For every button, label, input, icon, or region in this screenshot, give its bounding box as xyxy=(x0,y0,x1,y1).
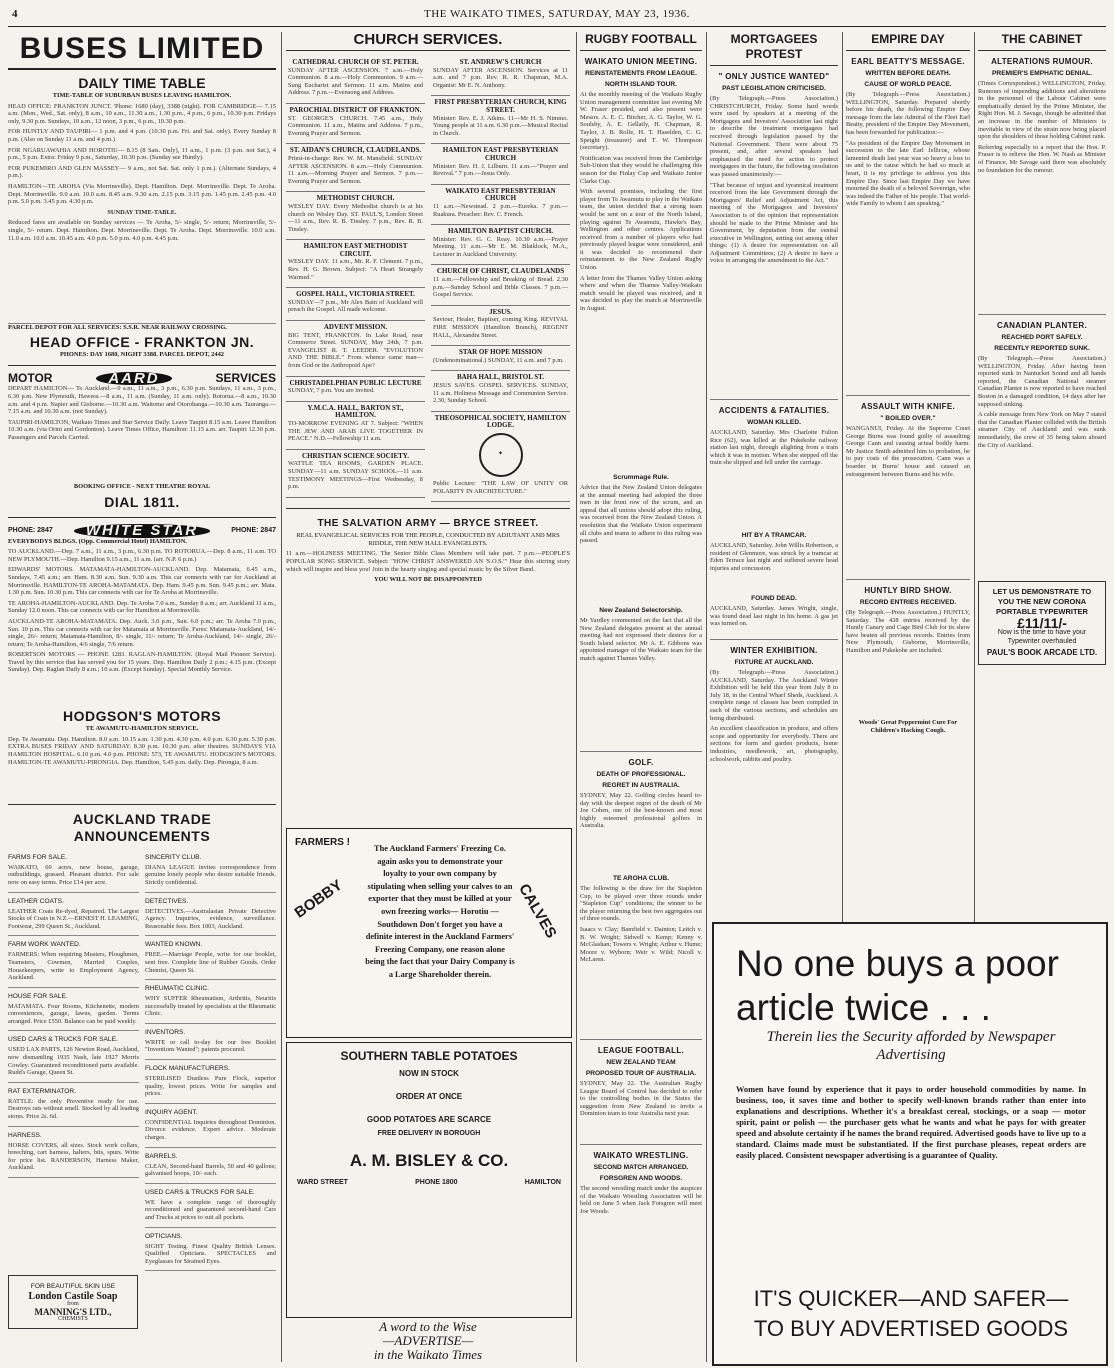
league-team: NEW ZEALAND TEAM xyxy=(606,1059,676,1066)
column-rule xyxy=(706,32,707,1362)
salvation-close: YOU WILL NOT BE DISAPPOINTED xyxy=(373,576,483,584)
white-star-phone-left: PHONE: 2847 xyxy=(8,526,53,534)
classified-ad: INVENTORS. WRITE or call to-day for our free Booklet "Inventions Wanted"; patents procured. xyxy=(145,1024,276,1060)
church-listing: CHURCH OF CHRIST, CLAUDELANDS 11 a.m.—Fellowship and Breaking of Bread. 2.30 p.m.—Sunday School and Bible Classes. 7 p.m.—Gospel Service. xyxy=(431,265,570,305)
ad-closing: IT'S QUICKER—AND SAFER— TO BUY ADVERTISED GOODS xyxy=(753,1286,1069,1341)
buses-subtitle: DAILY TIME TABLE xyxy=(78,75,206,91)
winter-body: (By Telegraph.—Press Association.) AUCKLAND, Saturday. The Auckland Winter Exhibition will be held this year from July 8 to July 18, in the Central Wharf Sheds, Auckland. A complete range of classes has been compiled in each of the various sections, and schedules are being distributed. An excellent classification in produce, and offers scope and opportunity for everybody. There are sections for farm and garden products, home industries, needlework, art, photography, schoolwork, rabbits and poultry. xyxy=(710,669,838,763)
accidents-body: AUCKLAND, Saturday. Mrs Charlotte Fulton Rice (62), was killed at the Pukekohe railway station last night, through alighting from a train which it was in motion. When she stepped off the train she slipped and fell under the carriage. xyxy=(710,429,838,467)
rugby-column xyxy=(580,32,702,1362)
typewriter-own: Now is the time to have your Typewriter overhauled xyxy=(997,628,1087,645)
accidents-found: FOUND DEAD. xyxy=(751,595,797,602)
planter-port: REACHED PORT SAFELY. xyxy=(1001,334,1083,341)
manning-soap: London Castile Soap xyxy=(28,1291,118,1303)
classified-ad: LEATHER COATS. LEATHER Coats Re-dyed, Repaired. The Largest Stocks of Coats in N.Z.—ERNEST H. LEAMING, Footwear, 299 Queen St., Auckland. xyxy=(8,893,139,937)
typewriter-price: £11/11/- xyxy=(1017,615,1067,631)
buses-intro: TIME-TABLE OF SUBURBAN BUSES LEAVING HAMILTON. xyxy=(52,92,232,99)
church-listing: CATHEDRAL CHURCH OF ST. PETER. SUNDAY AFTER ASCENSION. 7 a.m.—Holy Communion. 8 a.m.—Holy Communion. 9 a.m.—Sung Eucharist and Sermon. 11 a.m. Matins and Address. 7 p.m.—Evensong and Address. xyxy=(286,56,425,104)
bus-timetable: HEAD OFFICE: FRANKTON JUNCT. 'Phone: 1680 (day), 3388 (night). FOR CAMBRIDGE— 7.15 a.m. (Mon., Wed., Sat. only), 8 a.m., 10 a.m., 11.30 a.m., 1.30 p.m., 4 p.m., 6 p.m., 10.30 p.m. Fridays only, 9.30 p.m. Sundays, 10 a.m., 12 noon, 3 p.m., 6 p.m., 10.30 p.m. FOR HUNTLY AND TAUPIRI— 1 p.m. and 4 p.m. (10.30 p.m. Fri. and Sat. only). Every Sunday 8 p.m. (Also on Sunday 11 a.m. and 4 p.m.) FOR NGARUAWAHIA AND HOROTIU— 8.15 (8 Sats. Only), 11 a.m., 1 p.m. (3 p.m. not Sat.), 4 p.m., 5 p.m. Extra: Friday 9 p.m., Saturday, 10.30 p.m. (Sunday see Huntly). FOR PUKEMIRO AND GLEN MASSEY— 9 a.m., not Sat. Sat. only 1 p.m.). (Alternate Sundays, 4 p.m.). HAMILTON—TE AROHA (Via Morrinsville). Dept. Hamilton. Dept. Morrinsville. Dept. Te Aroha. Dept. Morrinsville. 9.0 a.m. 10.0 a.m. 8.45 a.m. 9.30 a.m. 2.15 p.m. 3.15 p.m. 1.45 p.m. 2.45 p.m. 4.0 p.m. 5.0 p.m. 3.45 p.m. 4.30 p.m. SUNDAY TIME-TABLE. Reduced fares are available on Sunday services — Te Aroha, 5/- single, 5/- return; Morrinsville, 5/- single, 5/- return. Dept. Hamilton. Dept. Morrinsville. Dept. Te Aroha. Dept. Morrinsville. 10.0 a.m. 11.0 a.m. 10.0 a.m. 10.45 a.m. 4.0 p.m. 5.0 p.m. 4.0 p.m. 4.45 p.m. xyxy=(8,103,276,324)
mortgagees-title: MORTGAGEES PROTEST xyxy=(710,32,838,66)
hodgson-timetable: Dep. Te Awamutu. Dep. Hamilton. 8.0 a.m. 10.15 a.m. 1.30 p.m. 4.30 p.m. 4.0 p.m. 6.30 p.m. 5.30 p.m. EXTRA BUSES FRIDAY AND SATURDAY. 8.30 p.m. 10.30 p.m. after theatres. SUNDAYS VIA HAMILTON HOSPITAL. 6.10 p.m. 4.0 p.m. PHONE: 573, TE AWAMUTU. HODGSON'S MOTORS. HAMILTON-TE AWAMUTU-PIRONGIA. Dep. Hamilton, 5.45 p.m. daily. Dep. Pirongia, 8 a.m. xyxy=(8,735,276,766)
church-listing: BAHA HALL, BRISTOL ST. JESUS SAVES. GOSPEL SERVICES. SUNDAY, 11 a.m. Holiness Message and Communion Service. 2.30, Sunday School. xyxy=(431,371,570,411)
potatoes-footer xyxy=(287,1171,571,1186)
wise-line-2: —ADVERTISE— xyxy=(382,1333,474,1348)
church-title: CHURCH SERVICES. xyxy=(286,32,570,51)
golf-body: SYDNEY, May 22. Golfing circles heard to-day with the deepest regret of the death of Mr Joe Cohen, one of the best-known and most highly esteemed professional golfers in Australia. xyxy=(580,792,702,830)
accidents-title: ACCIDENTS & FATALITIES. xyxy=(718,406,830,415)
hodgson-sub: TE AWAMUTU-HAMILTON SERVICE. xyxy=(85,725,199,733)
classified-ad: OPTICIANS. SIGHT Testing. Finest Quality British Lenses. Qualified Opticians. SPECTACLES and Eyeglasses for Strained Eyes. xyxy=(145,1228,276,1272)
accidents-tramcar: HIT BY A TRAMCAR. xyxy=(741,532,807,539)
potatoes-stock: NOW IN STOCK xyxy=(399,1069,459,1078)
empire-beatty: EARL BEATTY'S MESSAGE. xyxy=(851,57,965,66)
white-star-phone-right: PHONE: 2847 xyxy=(231,526,276,534)
planter-body: (By Telegraph.—Press Association.) WELLINGTON, Friday. After having been reported sunk in Nantucket Sound and all hands reported, the Canadian National steamer Canadian Planter is now reported to have reached Boston in a damaged condition, 14 days after her supposed sinking. A cable message from New York on May 7 stated that the Canadian Planter collided with the British steamer City of Auckland and was sunk immediately, the crew of 35 being taken aboard the City of Auckland. xyxy=(978,355,1106,449)
scrum-body: Advice that the New Zealand Union delegates at the annual meeting had adopted the three men in the front row of the scrum, and an appeal that all unions should adopt this ruling, was received from the New Zealand Union. A resolution that the Waikato Union experiment all clubs and teams to adhere to this ruling was passed. xyxy=(580,484,702,545)
classified-ad: FLOCK MANUFACTURERS. STERILISED Dustless Pure Flock, superior quality, lowest prices. Write for samples and prices. xyxy=(145,1060,276,1104)
buses-phones: PHONES: DAY 1680, NIGHT 3388. PARCEL DEPOT, 2442 xyxy=(60,351,224,359)
rugby-nz: New Zealand Selectorship. xyxy=(599,607,683,614)
classified-ad: USED CARS & TRUCKS FOR SALE. USED LAX PARTS, 126 Newton Road, Auckland, now dismantling 1935 Nash, late 1927 Morris Cowley. Guaranteed reconditioned parts available. Rudd's Garage, Queen St. xyxy=(8,1031,139,1082)
aard-timetable: DEPART HAMILTON— To Auckland.—9 a.m., 11 a.m., 3 p.m., 6.30 p.m. Sundays, 11 a.m., 3 p.m., 6.30 p.m. New Plymouth, Hawera.—8 a.m., 11 a.m. (Sunday, 11 a.m. only). Rotorua.—8 a.m., 10.30 a.m. and 4 p.m. Napier and Gisborne.—10.30 a.m. Waitomo and Otorohanga.—10.30 a.m. Tauranga.—7.15 a.m. and 10.30 a.m. (not Sunday). TAUPIRI-HAMILTON, Waikato Times and Star Service Daily. Leave Taupiri 8.15 a.m. Leave Hamilton 10.30 a.m. (via Orini and Gordonton). Leave Times Office, Hamilton: 11.15 a.m. arr. Taupiri 12.30 p.m. Passengers and Parcels Carried. xyxy=(8,385,276,441)
huntly-record: RECORD ENTRIES RECEIVED. xyxy=(859,599,957,606)
ad-body: Women have found by experience that it pays to order household commodities by name. In business, too, it saves time and bother to specify well-known brands rather than enter into explanations and descriptions. Whether it's a breakfast cereal, stockings, or a soap — motor spirit, paint or polish — the purchaser gets what he wants and what he pays for with greater speed and absolute certainty if he names the brand required. Advertised goods have to live up to a standard. Claims made must be substantiated. If the first purchase pleases, repeat orders are easily placed. Consistent newspaper advertising is a guarantee of Quality. xyxy=(736,1085,1086,1160)
wise-line-1: A word to the Wise xyxy=(379,1319,477,1334)
white-star-buildings: EVERYBODYS BLDGS. (Opp. Commercial Hotel) HAMILTON. xyxy=(8,537,187,545)
nz-body: Mr Yardley commented on the fact that all the New Zealand delegates present at the annual meeting had not expressed their desires for a South Island selector. Mr A. E. Gibbons was appointed manager of the Waikato team for the match against Thames Valley. xyxy=(580,617,702,662)
wrestling-names: FORSGREN AND WOODS. xyxy=(599,1175,683,1182)
wise-line-3: in the Waikato Times xyxy=(373,1347,483,1362)
planter-title: CANADIAN PLANTER. xyxy=(997,321,1087,330)
golf-death: DEATH OF PROFESSIONAL. xyxy=(596,771,686,778)
empire-title: EMPIRE DAY xyxy=(846,32,970,51)
aard-services: SERVICES xyxy=(215,370,276,385)
assault-boiled: " BOILED OVER." xyxy=(880,415,936,422)
winter-title: WINTER EXHIBITION. xyxy=(730,646,818,655)
church-listings xyxy=(286,56,570,502)
aard-logo: AARD xyxy=(96,372,171,386)
church-listing: CHRISTADELPHIAN PUBLIC LECTURE SUNDAY, 7 p.m. You are invited. xyxy=(286,377,425,402)
church-listing: HAMILTON EAST METHODIST CIRCUIT. WESLEY DAY. 11 a.m., Mr. R. F. Clement. 7 p.m., Rev. H. G. Brown. Subject: "A Heart Strangely Warmed." xyxy=(286,240,425,288)
white-star-timetable: TO AUCKLAND.—Dep. 7 a.m., 11 a.m., 3 p.m., 6.30 p.m. TO ROTORUA.—Dep. 8 a.m., 11 a.m. TO NEW PLYMOUTH.—Dep. Hamilton 9.15 a.m., 11 a.m. (arr. N.P. 6 p.m.) EDWARDS' MOTORS. MATAMATA-HAMILTON-AUCKLAND. Dep. Matamata, 6.45 a.m., Sundays, 7.45 a.m.; arr. Ham. 8.30 a.m. Sun. 9.30 a.m. This car connects with car for Auckland at Morrinsville. HAMILTON-TE AROHA-MATAMATA. Dep. Ham. 9.45 p.m. Sun. 9.45 p.m.; arr. Mata. 1.30 p.m. Sun. 10.30 p.m. This car connects with car for Te Aroha at Morrinsville. TE AROHA-HAMILTON-AUCKLAND. Dep. Te Aroha 7.0 a.m., Sunday 8 a.m.; arr. Auckland 11 a.m., Sunday 12.0 noon. This car connects with car for Hamilton at Morrinsville. AUCKLAND-TE AROHA-MATAMATA. Dep. Auck. 3.0 p.m., Sun. 6.0 p.m.; arr. Te Aroha 7.0 p.m., Sun. 10 p.m. This car connects with car for Matamata at Morrinsville. Fares: Matamata-Auckland, 14/- single, 26/- return; Matamata-Hamilton, 8/- single, 11/- return; Te Aroha-Auckland, 14/- single, 26/- return; Te Aroha-Hamilton, 4/6 single, 7/6 return. ROBERTSON MOTORS — PHONE 1283. RAGLAN-HAMILTON. (Royal Mail Pioneer Service). Travel by this service that has served you for 15 years. Dep. Hamilton Daily 2 p.m.; 4.15 p.m. (Except Sunday). Dep. Raglan Daily 8 a.m.; 10 a.m. (Except Sunday). Special Monthly Service. xyxy=(8,548,276,674)
newspaper-title: THE WAIKATO TIMES, SATURDAY, MAY 23, 1936. xyxy=(424,8,690,20)
transport-column xyxy=(8,32,276,1362)
church-listing: Y.M.C.A. HALL, BARTON ST., HAMILTON. TO-MORROW EVENING AT 7. Subject: "WHEN THE JEW AND ARAB LIVE TOGETHER IN PEACE." N.D.—Fellowship 11 a.m. xyxy=(286,402,425,450)
classified-ad: RAT EXTERMINATOR. RATTLE: the only Preventive ready for use. Destroys rats without smell. Stocked by all leading stores. Price 2s. 6d. xyxy=(8,1083,139,1127)
rugby-reinstatements: REINSTATEMENTS FROM LEAGUE. xyxy=(585,70,697,77)
ad-headline: No one buys a poor article twice . . . xyxy=(736,943,1059,1028)
rugby-meeting: WAIKATO UNION MEETING. xyxy=(584,57,698,66)
ad-tagline: Therein lies the Security afforded by Newspaper Advertising xyxy=(766,1029,1056,1063)
newspaper-advertising-ad xyxy=(712,922,1108,1366)
potatoes-firm: A. M. BISLEY & CO. xyxy=(349,1151,509,1170)
league-title: LEAGUE FOOTBALL. xyxy=(597,1046,685,1055)
white-star-header xyxy=(8,521,276,539)
rugby-body: At the monthly meeting of the Waikato Rugby Union management committee last evening Mr W. Fraser presided, and also present were Messrs. A. E. C. Bitcher, A. G. Taylor, W. G. Soulsby, A. E. Gellatly, H. Chapman, R. Taylor, J. B. Rolfe, H. T. Haselden, C. G. Speight (treasurer) and T. W. Thompson (secretary). Notification was received from the Cambridge Sub-Union that they would be challenging this season for the Finlay Cup and Waikato Junior Clarke Cup. With several promises, including the first player from Te Awamutu to play in the Waikato team, the union decided that a strong team would be sent on a tour of the North Island, playing against Te Awamutu, Hawke's Bay, Wellington and other centres. Applications received from a number of players who had previously played league were considered, and it was decided to recommend their reinstatement to the New Zealand Rugby Union. A letter from the Thames Valley Union asking where and when the Thames Valley-Waikato match would be played was received, and it was decided to play the match at Morrinsville in August. xyxy=(580,91,702,313)
church-listing: METHODIST CHURCH. WESLEY DAY. Every Methodist church is at his church on Wesley Day. ST. PAUL'S, London Street—11 a.m., Rev. R. B. Tinsley. 7 p.m., Rev. R. B. Tinsley. xyxy=(286,192,425,240)
potatoes-delivery: FREE DELIVERY IN BOROUGH xyxy=(377,1130,481,1137)
column-rule xyxy=(576,32,577,1362)
empire-cause: CAUSE OF WORLD PEACE. xyxy=(864,81,952,88)
salvation-title: THE SALVATION ARMY — BRYCE STREET. xyxy=(317,518,539,530)
potatoes-order: ORDER AT ONCE xyxy=(395,1092,463,1101)
typewriter-lead: LET US DEMONSTRATE TO YOU THE NEW CORONA PORTABLE TYPEWRITER xyxy=(992,587,1092,616)
classified-ad: HARNESS. HORSE COVERS, all sizes. Stock work collars, breeching, cart harness, halters, bits, spurs. Write for price list. RANDERSON, Harness Maker, Auckland. xyxy=(8,1127,139,1178)
teaoha-title: TE AROHA CLUB. xyxy=(613,875,669,882)
aard-dial: DIAL 1811. xyxy=(104,493,180,510)
typewriter-ad xyxy=(978,581,1106,665)
typewriter-store: PAUL'S BOOK ARCADE LTD. xyxy=(986,647,1098,657)
cabinet-column xyxy=(978,32,1106,912)
classified-right xyxy=(145,849,276,1272)
parcel-depot: PARCEL DEPOT FOR ALL SERVICES: S.S.R. NEAR RAILWAY CROSSING. xyxy=(8,323,228,331)
huntly-title: HUNTLY BIRD SHOW. xyxy=(864,586,952,595)
league-body: SYDNEY, May 22. The Australian Rugby League Board of Control has decided to refer to the controlling bodies in the States the suggestion from New Zealand to invite a Dominion team to tour Australia next year. xyxy=(580,1080,702,1118)
empire-body: (By Telegraph.—Press Association.) WELLINGTON, Saturday. Prepared shortly before his death, the following Empire Day message from the late Admiral of the Fleet Earl Beatty, president of the Empire Day Movement, has been forwarded for publication:— "As president of the Empire Day Movement in succession to the late Earl Jellicoe, whose lamented death last year was so heavy a loss to us and to the cause which he had so much at heart, it is my privilege to address you this Empire Day. Since last Empire Day we have mourned the death of a beloved Sovereign, who was indeed the Father of his people. That world-wide Family to whom I am speaking." xyxy=(846,91,970,208)
bobby-word: BOBBY xyxy=(291,876,346,922)
classified-ad: FARMS FOR SALE. WAIKATO, 60 acres, new house, garage, outbuildings, grassed. Pleasant district. For sale now on easy terms. Price £14 per acre. xyxy=(8,849,139,893)
mortgagees-body: (By Telegraph.—Press Association.) CHRISTCHURCH, Friday. Some hard words were used by speakers at a meeting of the Mortgagees and Investors' Association last night to describe the treatment mortgagees had received through legislation passed by the National Government. There were about 75 present, and, after several speakers had emphasised the need for action to protect mortgagees in the future, the following resolution was passed unanimously:— "That because of unjust and tyrannical treatment received from the late Government through the Mortgagors' Relief and Adjustment Act, this meeting of the Mortgagees and Investors' Association is of the opinion that representation should be made to the Prime Minister and his Government, by deputation from the central executive in Wellington, setting out among other things: (1) A desire for representation on all Adjustment Committees; (2) A desire to have a voice in arranging the amendment to the Act." xyxy=(710,95,838,265)
potatoes-city: HAMILTON xyxy=(524,1179,561,1186)
farmers-tag: FARMERS ! xyxy=(295,837,350,848)
classified-ad: USED CARS & TRUCKS FOR SALE. WE have a complete range of thoroughly reconditioned and guaranteed second-hand Cars and Trucks at prices to suit all pockets. xyxy=(145,1184,276,1228)
classified-ad: WANTED KNOWN. FREE.—Marriage People, write for our booklet, sent free. Complete line of Rubber Goods. Order Chemist, Queen St. xyxy=(145,936,276,980)
church-listing: ADVENT MISSION. BIG TENT, FRANKTON. In Lake Road, near Commerce Street. SUNDAY, May 24th, 7 p.m. EVANGELIST R. T. LEEDER. "EVOLUTION AND THE BIBLE." From whence came man—from God or the Anthropoid Ape? xyxy=(286,321,425,377)
buses-title: BUSES LIMITED xyxy=(8,32,276,70)
classified-ad: HOUSE FOR SALE. MATAMATA. Four Rooms, Kitchenette, modern conveniences, garage, lawns, garden. Terms arranged. Price £550. Balance can be paid weekly. xyxy=(8,988,139,1032)
church-listing: THEOSOPHICAL SOCIETY, HAMILTON LODGE. ✦ Public Lecture: "THE LAW OF UNITY OR POLARITY IN ARCHITECTURE." xyxy=(431,412,570,502)
teaoha-body: The following is the draw for the Stapleton Cup, to be played over three rounds under "Stapleton Cup" conditions; the winner to be the player returning the best two aggregates out of three rounds. Isaacs v. Clay; Bamfield v. Dainton; Leitch v. B. W. Wright; Sidwell v. Kemp; Kenny v. McGlashan; Towers v. Wright; Arthur v. Hume; Moore v. Wyborn; Weir v. Wild; Nicoll v. McLaren. xyxy=(580,885,702,964)
advertise-note xyxy=(286,1320,570,1362)
empire-column xyxy=(846,32,970,912)
trade-title: AUCKLAND TRADE ANNOUNCEMENTS xyxy=(72,810,212,844)
huntly-body: (By Telegraph.—Press Association.) HUNTLY, Saturday. The 438 entries received by the Huntly Canary and Cage Bird Club for its show have beaten all previous records. Entries from New Plymouth, Gisborne, Morrinsville, Hamilton and Pukekohe are included. xyxy=(846,609,970,654)
white-star-logo: WHITE STAR xyxy=(74,524,210,538)
rugby-scrum: Scrummage Rule. xyxy=(613,474,669,481)
accidents-woman: WOMAN KILLED. xyxy=(747,419,801,426)
league-proposed: PROPOSED TOUR OF AUSTRALIA. xyxy=(585,1070,697,1077)
rugby-title: RUGBY FOOTBALL xyxy=(580,32,702,51)
masthead xyxy=(8,4,1106,27)
woods-ad: Woods' Great Peppermint Cure For Children's Hacking Cough. xyxy=(858,719,958,734)
wrestling-body: The second wrestling match under the auspices of the Waikato Wrestling Association will be held on June 5 when Jack Forsgren will meet Joe Woods. xyxy=(580,1185,702,1215)
theosophical-seal-icon: ✦ xyxy=(479,433,523,477)
salvation-sub: REAL EVANGELICAL SERVICES FOR THE PEOPLE, CONDUCTED BY ADJUTANT AND MRS RIDDLE, THE NEW HALL EVANGELISTS. xyxy=(296,532,560,547)
classified-grid xyxy=(8,849,276,1272)
manning-name: MANNING'S LTD., xyxy=(34,1306,112,1317)
church-list-right xyxy=(431,56,570,502)
classified-ad: FARM WORK WANTED. FARMERS: When requiring Musters, Ploughmen, Teamsters, Cowmen, Married Couples, Housekeepers, write to Employment Agency, Auckland. xyxy=(8,936,139,987)
potatoes-scarce: GOOD POTATOES ARE SCARCE xyxy=(366,1115,492,1124)
potatoes-ward: WARD STREET xyxy=(297,1179,348,1186)
classified-ad: BARRELS. CLEAN, Second-hand Barrels, 50 and 40 gallons; galvanised hoops, 10/- each. xyxy=(145,1148,276,1184)
aard-motor: MOTOR xyxy=(8,370,53,385)
manning-from: from xyxy=(67,1300,79,1307)
cabinet-title: THE CABINET xyxy=(978,32,1106,51)
found-body: AUCKLAND, Saturday. James Wright, single, was found dead last night in his home. A gas jet was turned on. xyxy=(710,605,838,628)
golf-regret: REGRET IN AUSTRALIA. xyxy=(602,782,680,789)
hodgson-title: HODGSON'S MOTORS xyxy=(62,708,222,725)
church-column xyxy=(286,32,570,822)
farmers-text: The Auckland Farmers' Freezing Co. again asks you to demonstrate your loyalty to your own company by stipulating when selling your calves to an exporter that they must be killed at your own freezing works— Horotiu — Southdown Don't forget you have a definite interest in the Auckland Farmers' Freezing Company, one reason alone being the fact that your Dairy Company is a Large Shareholder therein. xyxy=(365,844,515,979)
column-rule xyxy=(281,32,282,1362)
potatoes-phone: PHONE 1800 xyxy=(415,1179,458,1186)
aard-booking: BOOKING OFFICE - NEXT THEATRE ROYAL xyxy=(73,483,211,491)
church-listing: JESUS. Saviour, Healer, Baptiser, coming King. REVIVAL FIRE MISSION (Hamilton Branch), REGENT HALL, Alexandra Street. xyxy=(431,306,570,346)
winter-fixture: FIXTURE AT AUCKLAND. xyxy=(734,659,814,666)
classified-ad: SINCERITY CLUB. DIANA LEAGUE invites correspondence from genuine lonely people who desire suitable friends. Strictly confidential. xyxy=(145,849,276,893)
classified-ad: INQUIRY AGENT. CONFIDENTIAL Inquiries throughout Dominion. Divorce evidence. Expert advice. Moderate charges. xyxy=(145,1104,276,1148)
church-listing: ST. ANDREW'S CHURCH SUNDAY AFTER ASCENSION. Services at 11 a.m. and 7 p.m. Rev. R. R. Chapman, M.A. Organist: Mr E. N. Anthony. xyxy=(431,56,570,96)
classified-left xyxy=(8,849,139,1272)
cabinet-premier: PREMIER'S EMPHATIC DENIAL. xyxy=(992,70,1092,77)
church-listing: WAIKATO EAST PRESBYTERIAN CHURCH 11 a.m.—Newstead. 2 p.m.—Eureka. 7 p.m.—Ruakura. Preacher: Rev. C. French. xyxy=(431,185,570,225)
potatoes-ad xyxy=(286,1042,572,1318)
mortgagees-column xyxy=(710,32,838,912)
church-listing: GOSPEL HALL, VICTORIA STREET. SUNDAY—7 p.m., Mr Alex Bain of Auckland will preach the Gospel. All made welcome. xyxy=(286,288,425,321)
manning-lead: FOR BEAUTIFUL SKIN USE xyxy=(30,1283,116,1291)
golf-title: GOLF. xyxy=(628,758,654,767)
page-number: 4 xyxy=(12,8,18,20)
mortgagees-quote: " ONLY JUSTICE WANTED" xyxy=(718,72,830,81)
church-listing: CHRISTIAN SCIENCE SOCIETY. WATTLE TEA ROOMS, GARDEN PLACE. SUNDAY—11 a.m. SUNDAY SCHOOL—11 a.m. TESTIMONY MEETINGS—First Wednesday, 8 p.m. xyxy=(286,450,425,498)
planter-sunk: RECENTLY REPORTED SUNK. xyxy=(994,345,1090,352)
salvation-body: 11 a.m.—HOLINESS MEETING. The Senior Bible Class Members will take part. 7 p.m.—PEOPLE'S POPULAR SONG SERVICE. Subject: "HOW CHRIST ANSWERED AN 'S.O.S.'" Hear this stirring story which will inspire and bless you! Join in the hearty singing and special music by the Silver Band. xyxy=(286,550,570,573)
church-listing: ST. AIDAN'S CHURCH, CLAUDELANDS. Priest-in-charge: Rev. W. M. Mansfield. SUNDAY AFTER ASCENSION. 8 a.m.—Holy Communion. 11 a.m.—Morning Prayer and Sermon. 7 p.m.—Evening Prayer and Sermon. xyxy=(286,144,425,192)
assault-body: WANGANUI, Friday. At the Supreme Court George Burns was found guilty of assaulting George Cann and causing actual bodily harm. Mr Justice Smith admitted him to probation, he to pay costs of the prosecution. Cann was a boarder in Burns' house and caused an estrangement between Burns and his wife. xyxy=(846,425,970,478)
calves-word: CALVES xyxy=(515,880,560,942)
church-listing: FIRST PRESBYTERIAN CHURCH, KING STREET. Minister: Rev. E. J. Atkins. 11—Mr H. S. Nimmo. Young people at 11 a.m. 6.30 p.m.—Musical Recital in Church. xyxy=(431,96,570,144)
cabinet-rumour: ALTERATIONS RUMOUR. xyxy=(991,57,1093,66)
church-listing: PAROCHIAL DISTRICT OF FRANKTON. ST. GEORGE'S CHURCH. 7.45 a.m., Holy Communion. 11 a.m., Matins and Address. 7 p.m., Evening Prayer and Sermon. xyxy=(286,104,425,144)
classified-ad: RHEUMATIC CLINIC. WHY SUFFER Rheumatism, Arthritis, Neuritis successfully treated by specialists at the Rheumatic Clinic. xyxy=(145,980,276,1024)
potatoes-title: SOUTHERN TABLE POTATOES xyxy=(340,1049,518,1063)
wrestling-title: WAIKATO WRESTLING. xyxy=(593,1151,689,1160)
mortgagees-past: PAST LEGISLATION CRITICISED. xyxy=(722,85,826,92)
rugby-north: NORTH ISLAND TOUR. xyxy=(604,81,678,88)
tramcar-body: AUCKLAND, Saturday. John Willis Robertson, a resident of Glenmore, was struck by a tramcar at Eden Terrace last night and suffered severe head injuries and concussion. xyxy=(710,542,838,572)
empire-written: WRITTEN BEFORE DEATH. xyxy=(865,70,951,77)
church-listing: STAR OF HOPE MISSION (Undenominational.) SUNDAY, 11 a.m. and 7 p.m. xyxy=(431,346,570,371)
church-listing: HAMILTON BAPTIST CHURCH. Minister: Rev. G. C. Reay. 10.30 a.m.—Prayer Meeting. 11 a.m.—Mr E. M. Blaiklock, M.A., Lecturer in Auckland University. xyxy=(431,225,570,265)
manning-chemists: CHEMISTS xyxy=(58,1316,88,1323)
aard-header xyxy=(8,369,276,387)
farmers-freezing-ad xyxy=(286,828,572,1038)
church-list-left xyxy=(286,56,425,502)
wrestling-second: SECOND MATCH ARRANGED. xyxy=(593,1164,689,1171)
manning-ad xyxy=(8,1275,138,1328)
head-office: HEAD OFFICE - FRANKTON JN. xyxy=(29,334,255,351)
cabinet-body: (Times Correspondent.) WELLINGTON, Friday. Rumours of impending additions and alterations in the personnel of the Labour Cabinet were emphatically denied by the Prime Minister, the Right Hon. M. J. Savage, though he admitted that an increase in the number of Ministers is inevitable in view of the strain now being placed upon the shoulders of those holding Cabinet rank. Referring especially to a report that the Hon. P. Fraser is to relieve the Hon. W. Nash as Minister of Finance, Mr Savage said there was absolutely no foundation for the rumour. xyxy=(978,80,1106,174)
church-listing: HAMILTON EAST PRESBYTERIAN CHURCH Minister: Rev. H. J. Lilburn. 11 a.m.—"Prayer and Revival." 7 p.m.—Jesus Only. xyxy=(431,144,570,184)
classified-ad: DETECTIVES. DETECTIVES.—Australasian Private Detective Agency. Inquiries, evidence, surveillance. Reasonable fees. Box 1003, Auckland. xyxy=(145,893,276,937)
assault-title: ASSAULT WITH KNIFE. xyxy=(861,402,955,411)
